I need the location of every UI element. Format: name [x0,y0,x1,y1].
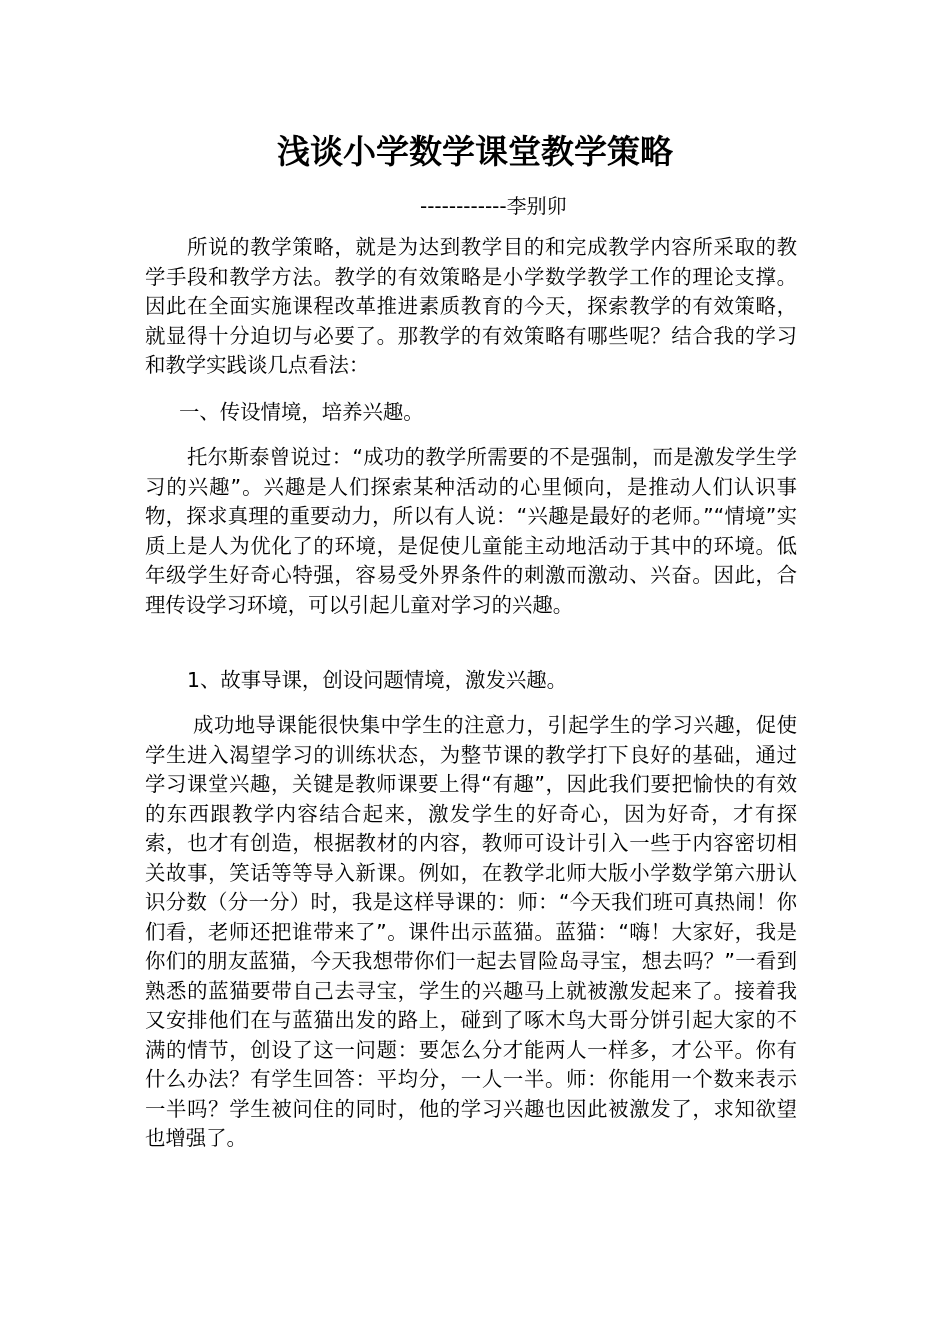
subsection-heading-1: 1、故事导课，创设问题情境，激发兴趣。 [187,668,568,692]
document-title: 浅谈小学数学课堂教学策略 [277,132,673,171]
paragraph-interest: 托尔斯泰曾说过：“成功的教学所需要的不是强制，而是激发学生学习的兴趣”。兴趣是人们探索某种活动的心里倾向，是推动人们认识事物，探求真理的重要动力，所以有人说：“兴趣是最好的老师。”“情境”实质上是人为优化了的环境，是促使儿童能主动地活动于其中的环境。低年级学生好奇心特强，容易受外界条件的刺激而激动、兴奋。因此，合理传设学习环境，可以引起儿童对学习的兴趣。 [145,445,797,617]
paragraph-story-intro: 成功地导课能很快集中学生的注意力，引起学生的学习兴趣，促使学生进入渴望学习的训练状态，为整节课的教学打下良好的基础，通过学习课堂兴趣，关键是教师课要上得“有趣”，因此我们要把愉快的有效的东西跟教学内容结合起来，激发学生的好奇心，因为好奇，才有探索，也才有创造，根据教材的内容，教师可设计引入一些于内容密切相关故事，笑话等等导入新课。例如，在教学北师大版小学数学第六册认识分数（分一分）时，我是这样导课的：师：“今天我们班可真热闹！你们看，老师还把谁带来了”。课件出示蓝猫。蓝猫：“嗨！大家好，我是你们的朋友蓝猫，今天我想带你们一起去冒险岛寻宝，想去吗？”一看到熟悉的蓝猫要带自己去寻宝，学生的兴趣马上就被激发起来了。接着我又安排他们在与蓝猫出发的路上，碰到了啄木鸟大哥分饼引起大家的不满的情节，创设了这一问题：要怎么分才能两人一样多，才公平。你有什么办法？有学生回答：平均分，一人一半。师：你能用一个数来表示一半吗？学生被问住的同时，他的学习兴趣也因此被激发了，求知欲望也增强了。 [145,713,797,1150]
author-line: ------------李别卯 [420,194,567,218]
section-heading-1: 一、传设情境，培养兴趣。 [179,400,424,424]
paragraph-intro: 所说的教学策略，就是为达到教学目的和完成教学内容所采取的教学手段和教学方法。教学的有效策略是小学数学教学工作的理论支撑。因此在全面实施课程改革推进素质教育的今天，探索教学的有效策略，就显得十分迫切与必要了。那教学的有效策略有哪些呢？结合我的学习和教学实践谈几点看法： [145,235,797,377]
